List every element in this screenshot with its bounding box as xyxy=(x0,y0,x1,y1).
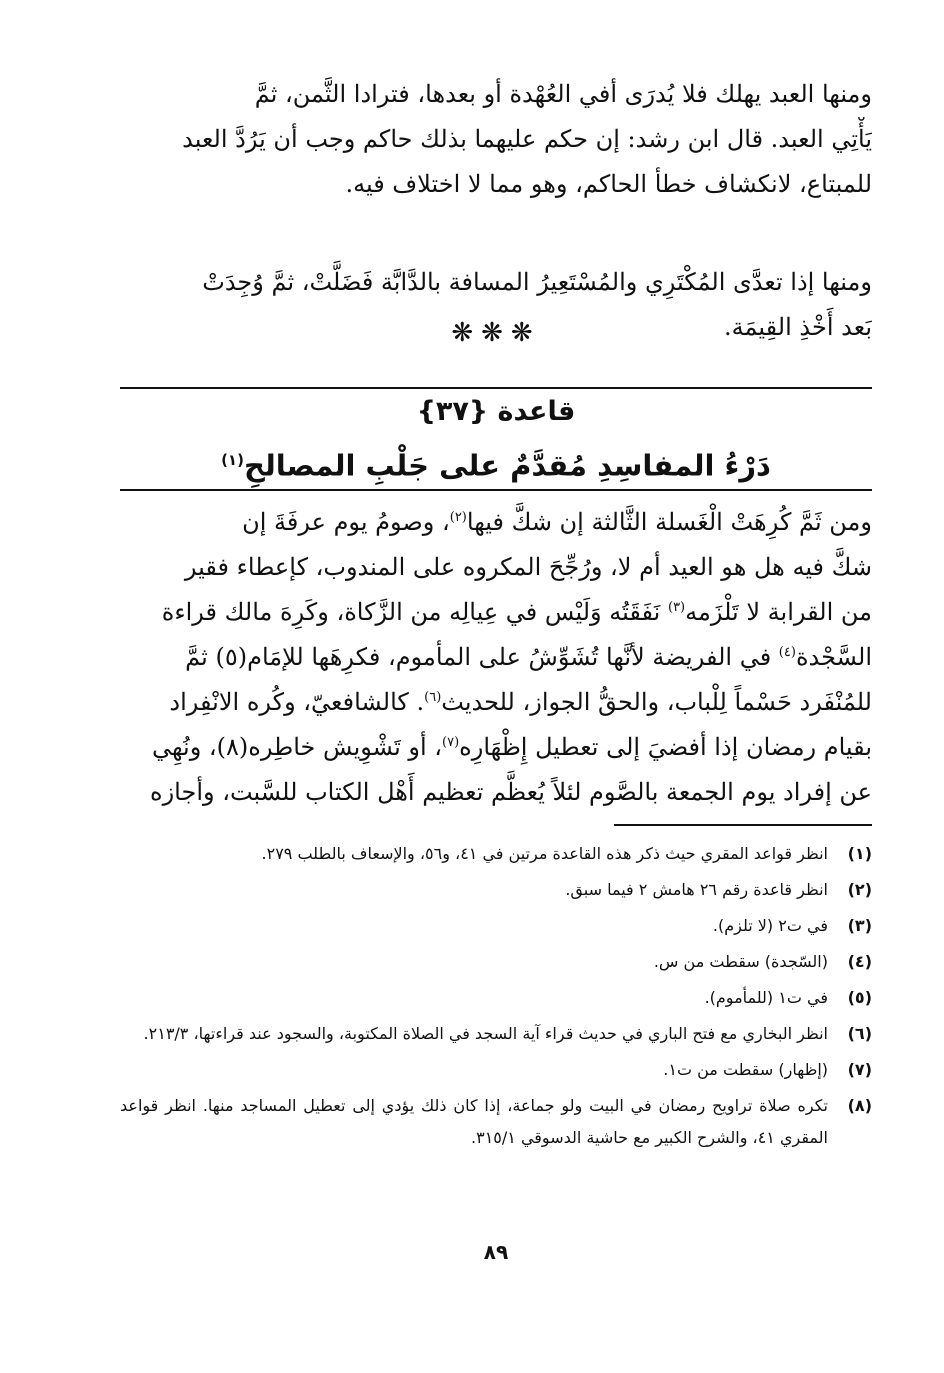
text-line: بَعد أَخْذِ القِيمَة. xyxy=(724,313,872,341)
footnote-item xyxy=(120,1018,872,1050)
footnote-text: في ت١ (للمأموم). xyxy=(704,988,828,1007)
line-text: ومن ثَمَّ كُرِهَتْ الْغَسلة الثَّالثة إن شكَّ فيها xyxy=(466,508,872,536)
line-text: شكَّ فيه هل هو العيد أم لا، ورُجِّحَ المكروه على المندوب، كإعطاء فقير xyxy=(184,553,872,581)
footnote-text: (إظهار) سقطت من ت١. xyxy=(663,1060,828,1079)
section-separator: ❋❋❋ xyxy=(451,318,541,348)
footnote-number: (١) xyxy=(847,844,872,863)
footnote-text: انظر قاعدة رقم ٢٦ هامش ٢ فيما سبق. xyxy=(565,880,828,899)
footnote-number: (٦) xyxy=(847,1024,872,1043)
footnotes xyxy=(120,838,872,1158)
footnote-text: في ت٢ (لا تلزم). xyxy=(712,916,828,935)
footnote-ref: (٧) xyxy=(442,735,460,750)
text-line: للمبتاع، لانكشاف خطأ الحاكم، وهو مما لا اختلاف فيه. xyxy=(345,170,872,198)
line-text: السَّجْدة xyxy=(795,643,872,671)
line-text-after: ، أو تَشْوِيش خاطِره(٨)، ونُهِي xyxy=(151,733,443,761)
footnote-ref: (٢) xyxy=(449,510,467,525)
footnote-number: (٥) xyxy=(847,988,872,1007)
footnote-ref: (١) xyxy=(221,451,244,469)
footnote-item xyxy=(120,946,872,978)
footnote-item xyxy=(120,982,872,1014)
footnote-divider xyxy=(614,824,872,826)
text-line xyxy=(120,635,872,680)
footnote-number: (٢) xyxy=(847,880,872,899)
footnote-item xyxy=(120,838,872,870)
text-line xyxy=(120,725,872,770)
footnote-number: (٤) xyxy=(847,952,872,971)
line-text: للمُنْفَرد حَسْماً لِلْباب، والحقُّ الجواز، للحديث xyxy=(441,688,872,716)
footnote-item xyxy=(120,1090,872,1154)
line-text-after: . كالشافعيّ، وكُره الانْفِراد xyxy=(169,688,425,716)
line-text: من القرابة لا تَلْزَمه xyxy=(685,598,872,626)
page-number: ٨٩ xyxy=(483,1240,509,1264)
line-text-after: ، وصومُ يوم عرفَةَ إن xyxy=(242,508,450,536)
footnote-item xyxy=(120,910,872,942)
footnote-ref: (٣) xyxy=(667,600,686,615)
heading-rule-bottom xyxy=(120,489,872,491)
footnote-text: انظر قواعد المقري حيث ذكر هذه القاعدة مرتين في ٤١، و٥٦، والإسعاف بالطلب ٢٧٩. xyxy=(261,844,828,863)
line-text-after: نَفَقَتُه وَلَيْس في عِيالِه من الزَّكاة، وكَرِهَ مالك قراءة xyxy=(161,598,668,626)
text-line xyxy=(120,590,872,635)
line-text: عن إفراد يوم الجمعة بالصَّوم لئلاً يُعظَّم تعظيم أَهْل الكتاب للسَّبت، وأجازه xyxy=(150,778,872,806)
footnote-text: تكره صلاة تراويح رمضان في البيت ولو جماعة، إذا كان ذلك يؤدي إلى تعطيل المساجد منها. انظر قواعد المقري ٤١، والشرح الكبير مع حاشية الدسوقي ٣١٥/١. xyxy=(120,1096,828,1147)
rule-subtitle-text: دَرْءُ المفاسِدِ مُقدَّمٌ على جَلْبِ المصالحِ xyxy=(243,448,771,483)
text-line: ومنها إذا تعدَّى المُكْتَرِي والمُسْتَعِيرُ المسافة بالدَّابَّة فَضَلَّتْ، ثمَّ وُجِدَتْ xyxy=(202,268,872,296)
text-line xyxy=(120,545,872,590)
line-text: بقيام رمضان إذا أفضيَ إلى تعطيل إِظْهَارِه xyxy=(459,733,872,761)
text-line: يَأْتِي العبد. قال ابن رشد: إن حكم عليهما بذلك حاكم وجب أن يَرُدَّ العبد xyxy=(182,125,872,153)
footnote-number: (٨) xyxy=(847,1096,872,1115)
line-text-after: في الفريضة لأنَّها تُشَوِّشُ على المأموم، فكرِهَها للإمَام(٥) ثمَّ xyxy=(185,643,779,671)
paragraph-main xyxy=(120,500,872,815)
text-line: ومنها العبد يهلك فلا يُدرَى أفي العُهْدة أو بعدها، فترادا الثَّمن، ثمَّ xyxy=(254,80,872,108)
paragraph-top-1 xyxy=(120,72,872,207)
text-line xyxy=(120,500,872,545)
text-line xyxy=(120,680,872,725)
footnote-text: (السّجدة) سقطت من س. xyxy=(653,952,828,971)
footnote-item xyxy=(120,874,872,906)
rule-title: قاعدة {٣٧} xyxy=(416,396,576,427)
footnote-item xyxy=(120,1054,872,1086)
heading-rule-top xyxy=(120,387,872,389)
footnote-ref: (٤) xyxy=(778,645,796,660)
footnote-text: انظر البخاري مع فتح الباري في حديث قراء آية السجد في الصلاة المكتوبة، والسجود عند قراءتها، ٢١٣/٣. xyxy=(143,1024,828,1043)
rule-subtitle xyxy=(120,438,872,488)
text-line xyxy=(120,770,872,815)
footnote-ref: (٦) xyxy=(424,690,442,705)
footnote-number: (٧) xyxy=(847,1060,872,1079)
footnote-number: (٣) xyxy=(847,916,872,935)
